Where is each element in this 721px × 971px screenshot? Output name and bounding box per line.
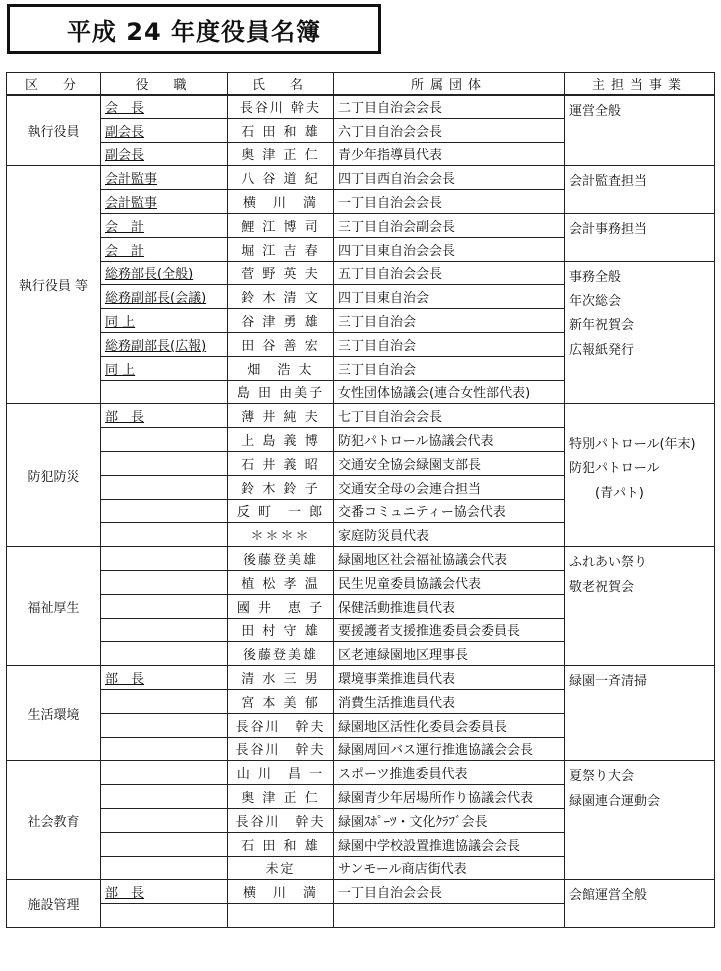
name-cell: 八 谷 道 紀	[228, 166, 334, 190]
name-cell: 長谷川 幹夫	[228, 808, 334, 832]
role-cell	[101, 666, 228, 690]
category-cell: 生活環境	[7, 666, 101, 761]
name-cell: 後藤登美雄	[228, 547, 334, 571]
name-cell: 反 町 一 郎	[228, 499, 334, 523]
organization-cell: 緑園ｽﾎﾟｰﾂ・文化ｸﾗﾌﾞ会長	[334, 808, 565, 832]
name-cell: 薄 井 純 夫	[228, 404, 334, 428]
name-cell: 谷 津 勇 雄	[228, 309, 334, 333]
role-cell	[101, 285, 228, 309]
organization-cell: 五丁目自治会会長	[334, 261, 565, 285]
table-row	[7, 761, 715, 785]
name-cell: 奥 津 正 仁	[228, 142, 334, 166]
duty-cell: 特別パトロール(年末) 防犯パトロール (青パト)	[565, 404, 715, 547]
organization-cell: 消費生活推進員代表	[334, 689, 565, 713]
category-cell: 防犯防災	[7, 404, 101, 547]
category-cell: 社会教育	[7, 761, 101, 880]
role-cell	[101, 142, 228, 166]
table-row	[7, 666, 715, 690]
role-cell	[101, 237, 228, 261]
duty-cell: 会計事務担当	[565, 213, 715, 261]
organization-cell: 緑園周回バス運行推進協議会会長	[334, 737, 565, 761]
name-cell: 田 村 守 雄	[228, 618, 334, 642]
duty-cell: 緑園一斉清掃	[565, 666, 715, 761]
organization-cell: 四丁目西自治会会長	[334, 166, 565, 190]
name-cell: 島 田 由美子	[228, 380, 334, 404]
table-row	[7, 547, 715, 571]
name-cell: 石 田 和 雄	[228, 118, 334, 142]
role-label: 会計監事	[105, 172, 158, 188]
organization-cell: 緑園地区社会福祉協議会代表	[334, 547, 565, 571]
organization-cell: 交番コミュニティー協会代表	[334, 499, 565, 523]
organization-cell: 交通安全協会緑園支部長	[334, 451, 565, 475]
name-cell: 横 川 満	[228, 190, 334, 214]
role-label: 部 長	[105, 672, 145, 688]
category-cell: 執行役員 等	[7, 166, 101, 404]
role-label: 総務部長(全般)	[105, 267, 194, 283]
role-cell	[101, 594, 228, 618]
organization-cell	[334, 904, 565, 928]
name-cell: 植 松 孝 温	[228, 570, 334, 594]
table-row	[7, 95, 715, 119]
organization-cell: 四丁目東自治会会長	[334, 237, 565, 261]
role-cell	[101, 428, 228, 452]
role-cell	[101, 166, 228, 190]
role-label: 会計監事	[105, 196, 158, 212]
name-cell: 國 井 恵 子	[228, 594, 334, 618]
role-cell	[101, 642, 228, 666]
name-cell: 長谷川 幹夫	[228, 713, 334, 737]
role-label: 部 長	[105, 886, 145, 902]
name-cell: 奥 津 正 仁	[228, 785, 334, 809]
organization-cell: 保健活動推進員代表	[334, 594, 565, 618]
duty-cell: ふれあい祭り 敬老祝賀会	[565, 547, 715, 666]
role-cell	[101, 380, 228, 404]
organization-cell: 要援護者支援推進委員会委員長	[334, 618, 565, 642]
role-label: 会 計	[105, 219, 145, 235]
role-cell	[101, 309, 228, 333]
name-cell: 長谷川 幹夫	[228, 95, 334, 119]
role-label: 総務副部長(広報)	[105, 338, 207, 354]
organization-cell: 七丁目自治会会長	[334, 404, 565, 428]
role-cell	[101, 356, 228, 380]
role-label: 副会長	[105, 124, 145, 140]
header-category: 区 分	[7, 73, 101, 95]
organization-cell: 民生児童委員協議会代表	[334, 570, 565, 594]
role-cell	[101, 190, 228, 214]
duty-cell: 会計監査担当	[565, 166, 715, 214]
table-row	[7, 261, 715, 285]
role-label: 同 上	[105, 362, 136, 378]
name-cell: 山 川 昌 一	[228, 761, 334, 785]
organization-cell: 三丁目自治会副会長	[334, 213, 565, 237]
role-cell	[101, 404, 228, 428]
organization-cell: 交通安全母の会連合担当	[334, 475, 565, 499]
name-cell: 後藤登美雄	[228, 642, 334, 666]
role-cell	[101, 451, 228, 475]
name-cell: 上 島 義 博	[228, 428, 334, 452]
organization-cell: 緑園中学校設置推進協議会会長	[334, 832, 565, 856]
name-cell: 未定	[228, 856, 334, 880]
role-cell	[101, 856, 228, 880]
role-label: 総務副部長(会議)	[105, 291, 207, 307]
table-row	[7, 166, 715, 190]
organization-cell: サンモール商店街代表	[334, 856, 565, 880]
role-label: 部 長	[105, 410, 145, 426]
name-cell: 鯉 江 博 司	[228, 213, 334, 237]
name-cell: 畑 浩 太	[228, 356, 334, 380]
duty-cell: 運営全般	[565, 95, 715, 166]
organization-cell: 区老連緑園地区理事長	[334, 642, 565, 666]
role-label: 会 長	[105, 101, 145, 117]
header-name: 氏 名	[228, 73, 334, 95]
duty-cell: 事務全般 年次総会 新年祝賀会 広報紙発行	[565, 261, 715, 404]
name-cell: 長谷川 幹夫	[228, 737, 334, 761]
role-cell	[101, 618, 228, 642]
role-cell	[101, 261, 228, 285]
role-cell	[101, 832, 228, 856]
table-row	[7, 880, 715, 904]
organization-cell: 家庭防災員代表	[334, 523, 565, 547]
organization-cell: 六丁目自治会会長	[334, 118, 565, 142]
table-row	[7, 404, 715, 428]
duty-cell: 会館運営全般	[565, 880, 715, 928]
role-label: 副会長	[105, 148, 145, 164]
role-label: 同 上	[105, 315, 136, 331]
organization-cell: 緑園青少年居場所作り協議会代表	[334, 785, 565, 809]
name-cell: 石 井 義 昭	[228, 451, 334, 475]
role-cell	[101, 880, 228, 904]
organization-cell: 防犯パトロール協議会代表	[334, 428, 565, 452]
name-cell: 鈴 木 清 文	[228, 285, 334, 309]
header-duty: 主担当事業	[565, 73, 715, 95]
role-cell	[101, 475, 228, 499]
table-body	[7, 95, 715, 928]
name-cell: 鈴 木 鈴 子	[228, 475, 334, 499]
role-cell	[101, 547, 228, 571]
organization-cell: 女性団体協議会(連合女性部代表)	[334, 380, 565, 404]
role-cell	[101, 785, 228, 809]
table-header-row	[7, 73, 715, 95]
duty-cell: 夏祭り大会 緑園連合運動会	[565, 761, 715, 880]
organization-cell: 緑園地区活性化委員会委員長	[334, 713, 565, 737]
role-cell	[101, 904, 228, 928]
name-cell: 宮 本 美 郁	[228, 689, 334, 713]
organization-cell: 三丁目自治会	[334, 332, 565, 356]
organization-cell: スポーツ推進委員代表	[334, 761, 565, 785]
name-cell: 菅 野 英 夫	[228, 261, 334, 285]
role-cell	[101, 737, 228, 761]
role-cell	[101, 95, 228, 119]
name-cell: 横 川 満	[228, 880, 334, 904]
role-cell	[101, 713, 228, 737]
organization-cell: 青少年指導員代表	[334, 142, 565, 166]
role-label: 会 計	[105, 243, 145, 259]
role-cell	[101, 523, 228, 547]
name-cell: 田 谷 善 宏	[228, 332, 334, 356]
name-cell: 清 水 三 男	[228, 666, 334, 690]
role-cell	[101, 689, 228, 713]
name-cell: ＊＊＊＊	[228, 523, 334, 547]
role-cell	[101, 332, 228, 356]
role-cell	[101, 808, 228, 832]
role-cell	[101, 761, 228, 785]
category-cell: 施設管理	[7, 880, 101, 928]
officer-roster-table	[6, 72, 715, 928]
organization-cell: 三丁目自治会	[334, 356, 565, 380]
name-cell: 石 田 和 雄	[228, 832, 334, 856]
organization-cell: 一丁目自治会会長	[334, 880, 565, 904]
role-cell	[101, 499, 228, 523]
organization-cell: 二丁目自治会会長	[334, 95, 565, 119]
name-cell: 堀 江 吉 春	[228, 237, 334, 261]
category-cell: 執行役員	[7, 95, 101, 166]
organization-cell: 三丁目自治会	[334, 309, 565, 333]
name-cell	[228, 904, 334, 928]
table-row	[7, 213, 715, 237]
organization-cell: 四丁目東自治会	[334, 285, 565, 309]
category-cell: 福祉厚生	[7, 547, 101, 666]
page-title: 平成 24 年度役員名簿	[7, 4, 381, 54]
header-role: 役 職	[101, 73, 228, 95]
role-cell	[101, 570, 228, 594]
role-cell	[101, 213, 228, 237]
role-cell	[101, 118, 228, 142]
organization-cell: 環境事業推進員代表	[334, 666, 565, 690]
header-organization: 所属団体	[334, 73, 565, 95]
organization-cell: 一丁目自治会会長	[334, 190, 565, 214]
